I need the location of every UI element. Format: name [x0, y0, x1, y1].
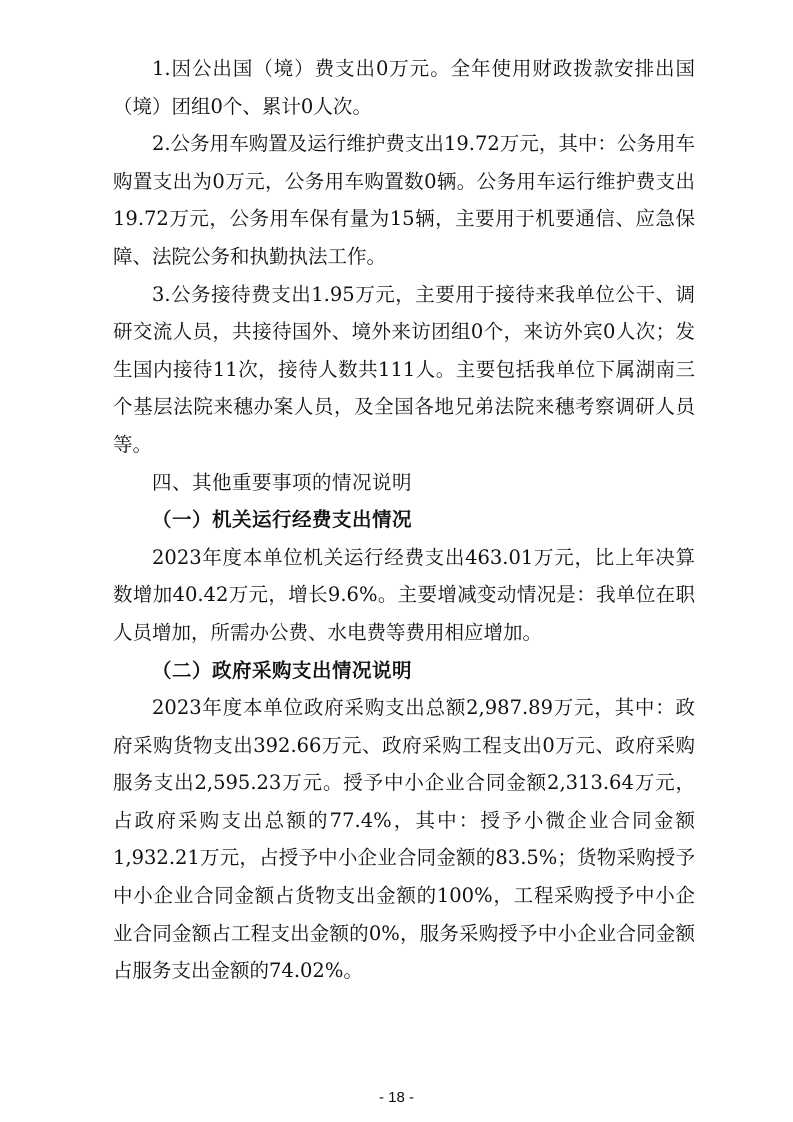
- subsection-heading-procurement: （二）政府采购支出情况说明: [152, 658, 413, 682]
- paragraph-procurement: 2023年度本单位政府采购支出总额2,987.89万元，其中：政府采购货物支出392.66万元、政府采购工程支出0万元、政府采购服务支出2,595.23万元。授予中小企业合同金额2,313.64万元，占政府采购支出总额的77.4%，其中：授予小微企业合同金额1,932.21万元，占授予中小企业合同金额的83.5%；货物采购授予中小企业合同金额占货物支出金额的100%，工程采购授予中小企业合同金额占工程支出金额的0%，服务采购授予中小企业合同金额占服务支出金额的74.02%。: [113, 696, 695, 983]
- section-heading-other-matters: 四、其他重要事项的情况说明: [152, 470, 413, 494]
- paragraph-official-reception: 3.公务接待费支出1.95万元，主要用于接待来我单位公干、调研交流人员，共接待国外、境外来访团组0个，来访外宾0人次；发生国内接待11次，接待人数共111人。主要包括我单位下属湖南三个基层法院来穗办案人员，及全国各地兄弟法院来穗考察调研人员等。: [113, 282, 695, 456]
- page-number: - 18 -: [378, 1089, 414, 1106]
- subsection-heading-operating-expenses: （一）机关运行经费支出情况: [152, 508, 413, 532]
- paragraph-overseas-travel: 1.因公出国（境）费支出0万元。全年使用财政拨款安排出国（境）团组0个、累计0人次。: [113, 57, 695, 118]
- document-body: [113, 50, 695, 990]
- paragraph-operating-expenses: 2023年度本单位机关运行经费支出463.01万元，比上年决算数增加40.42万元，增长9.6%。主要增减变动情况是：我单位在职人员增加，所需办公费、水电费等费用相应增加。: [113, 545, 695, 644]
- paragraph-official-vehicles: 2.公务用车购置及运行维护费支出19.72万元，其中：公务用车购置支出为0万元，公务用车购置数0辆。公务用车运行维护费支出19.72万元，公务用车保有量为15辆，主要用于机要通信、应急保障、法院公务和执勤执法工作。: [113, 132, 695, 268]
